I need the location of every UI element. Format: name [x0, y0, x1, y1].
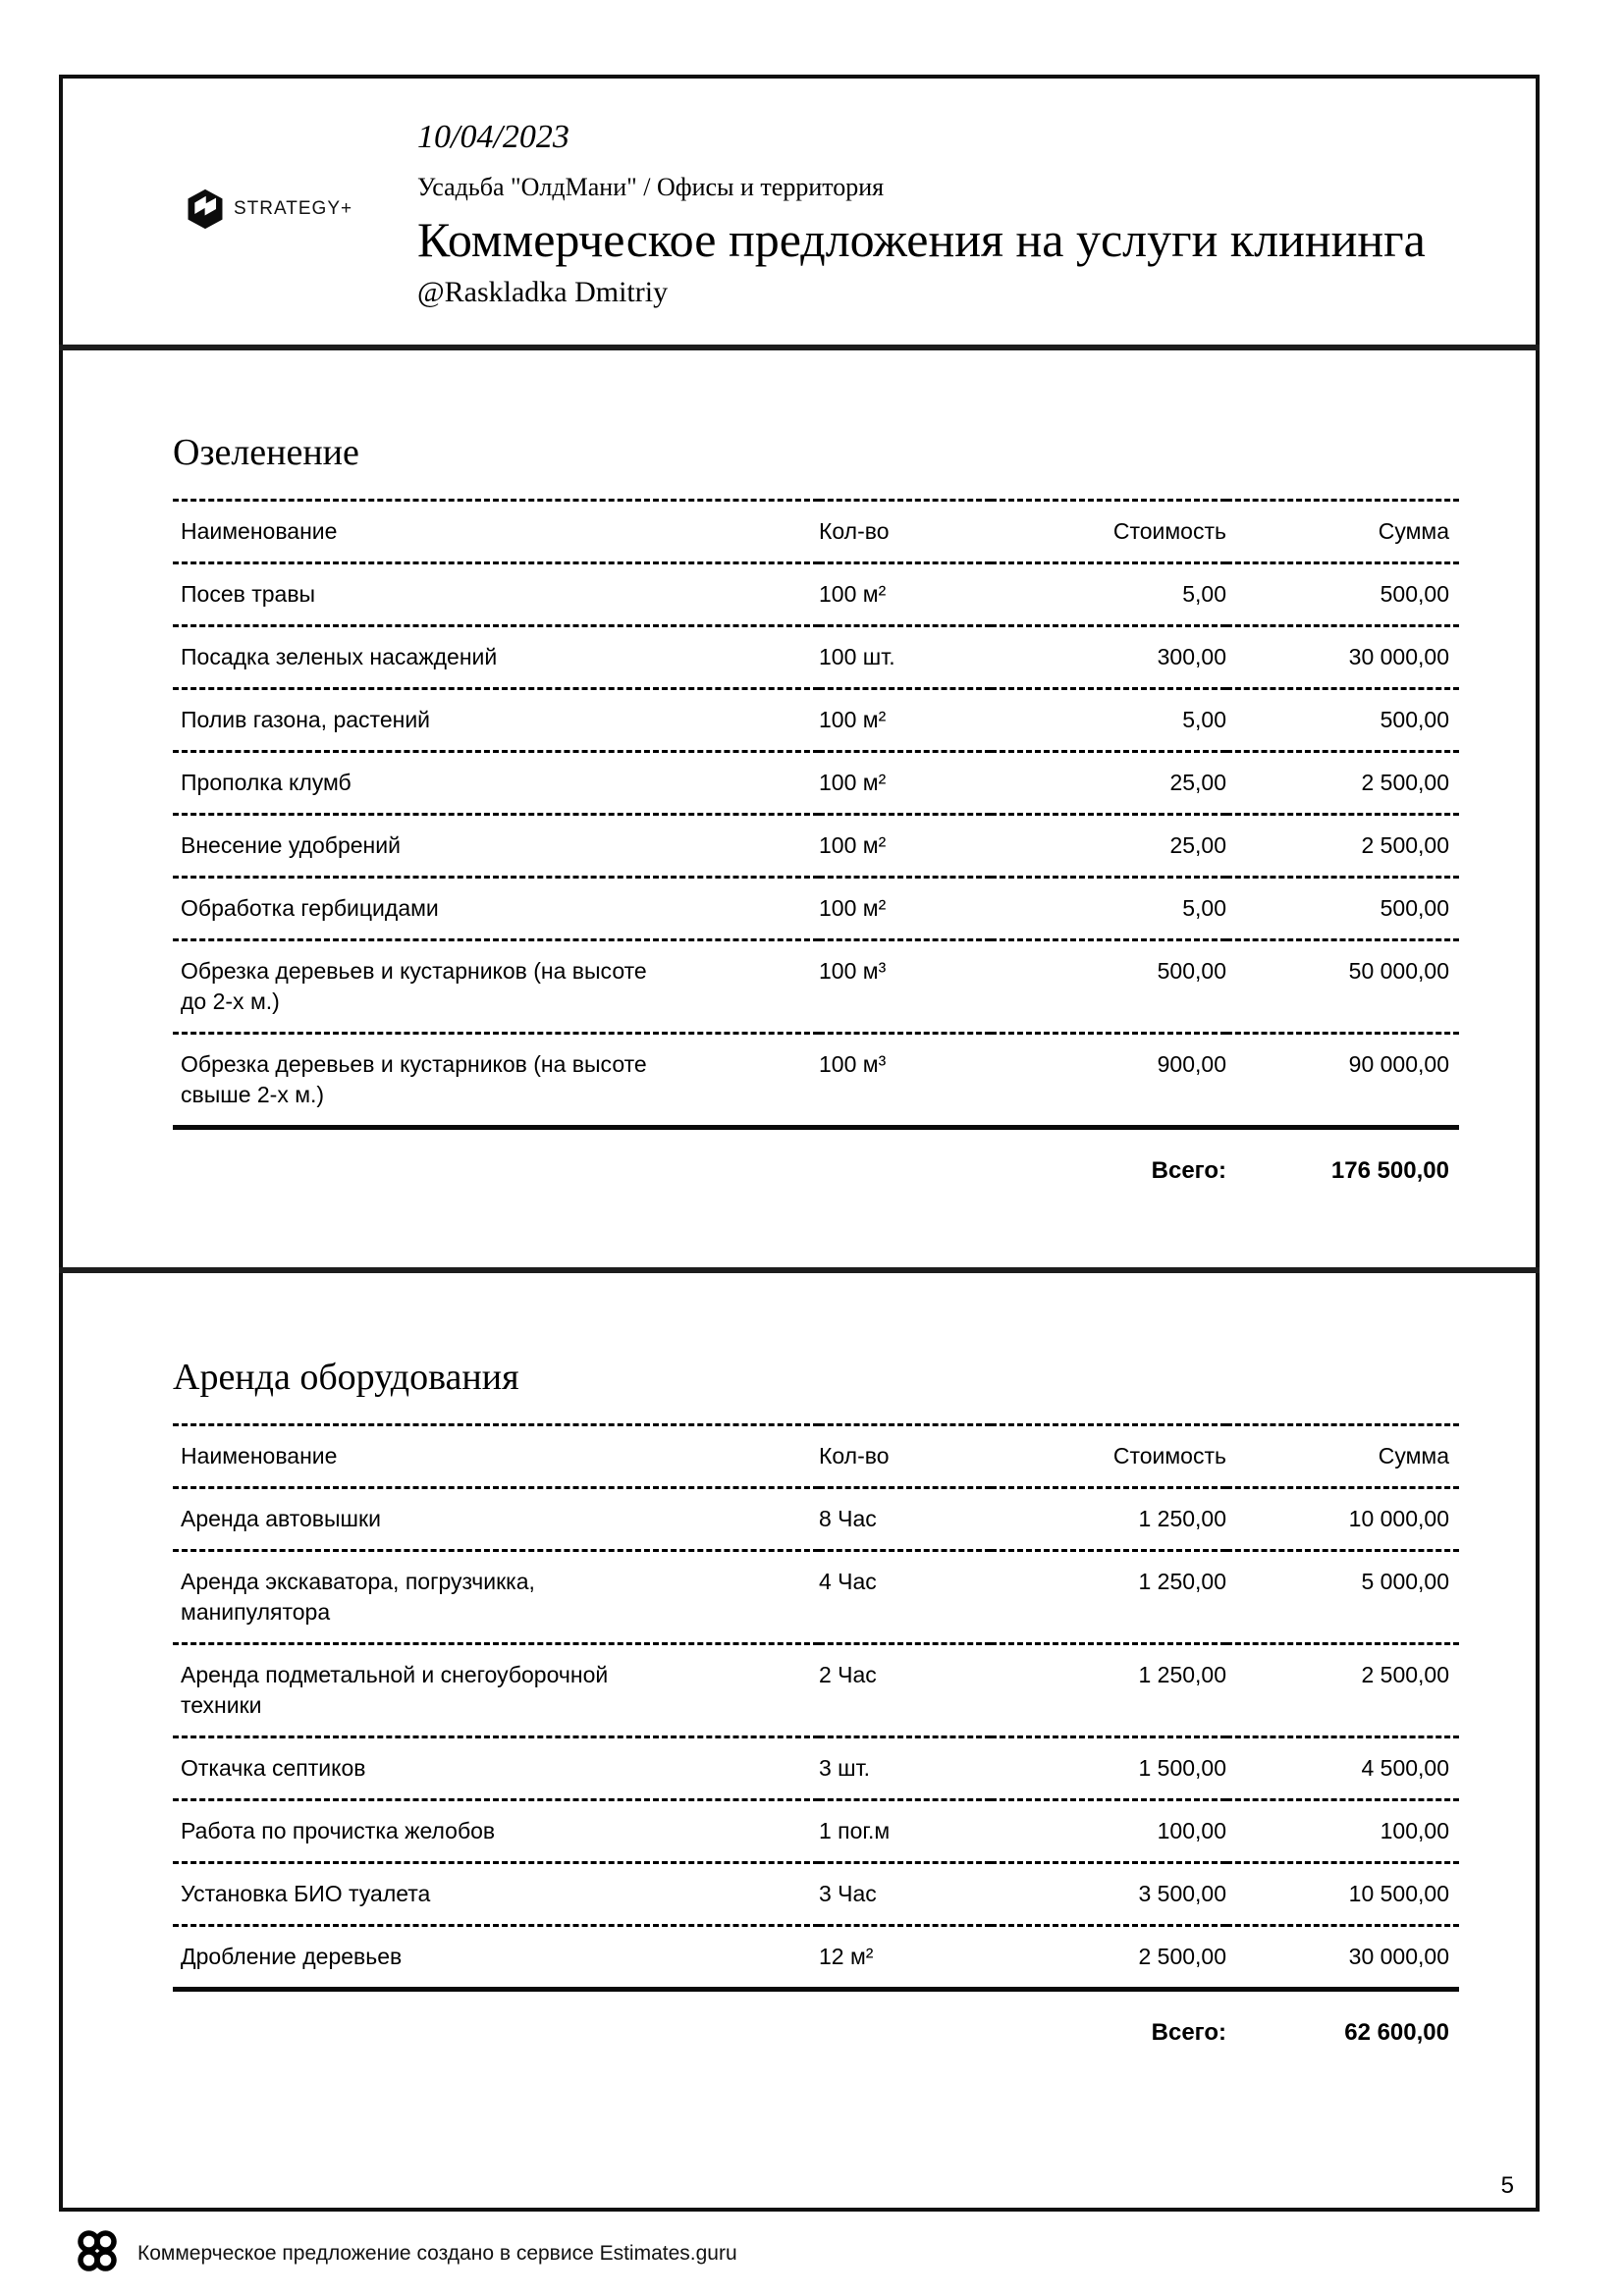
table-row: [173, 1488, 1459, 1551]
item-sum: 90 000,00: [1226, 1034, 1459, 1128]
table-row: [173, 1034, 1459, 1128]
item-price: 5,00: [991, 878, 1226, 940]
item-price: 500,00: [991, 940, 1226, 1034]
table-row: [173, 626, 1459, 689]
col-header-qty: Кол-во: [819, 1425, 991, 1488]
document-header: [417, 118, 1426, 310]
section-divider: [59, 345, 1540, 350]
item-qty: 100 м³: [819, 940, 991, 1034]
brand-block: [187, 188, 352, 230]
service-footer: [73, 2226, 737, 2280]
item-price: 25,00: [991, 752, 1226, 815]
item-name: Прополка клумб: [173, 752, 819, 815]
item-name: Полив газона, растений: [173, 689, 819, 752]
item-sum: 4 500,00: [1226, 1737, 1459, 1800]
footer-text: Коммерческое предложение создано в сервисе Estimates.guru: [137, 2241, 737, 2265]
item-sum: 10 500,00: [1226, 1863, 1459, 1926]
table-row: [173, 752, 1459, 815]
section-equipment-rental: [63, 1355, 1536, 2062]
table-row: [173, 815, 1459, 878]
item-qty: 12 м²: [819, 1926, 991, 1990]
col-header-price: Стоимость: [991, 1425, 1226, 1488]
item-qty: 100 м³: [819, 1034, 991, 1128]
item-sum: 500,00: [1226, 689, 1459, 752]
item-name: Обработка гербицидами: [173, 878, 819, 940]
document-date: 10/04/2023: [417, 119, 569, 155]
item-name: Обрезка деревьев и кустарников (на высоте свыше 2-х м.): [173, 1034, 819, 1128]
table-row: [173, 940, 1459, 1034]
item-qty: 100 м²: [819, 689, 991, 752]
item-price: 1 250,00: [991, 1644, 1226, 1737]
section-divider: [59, 1267, 1540, 1273]
item-price: 3 500,00: [991, 1863, 1226, 1926]
col-header-price: Стоимость: [991, 501, 1226, 563]
table-row: [173, 878, 1459, 940]
total-label: Всего:: [1151, 1157, 1226, 1184]
item-price: 300,00: [991, 626, 1226, 689]
item-qty: 3 Час: [819, 1863, 991, 1926]
table-row: [173, 563, 1459, 626]
table-header-row: [173, 501, 1459, 563]
breadcrumb: Усадьба "ОлдМани" / Офисы и территория: [417, 173, 885, 201]
col-header-sum: Сумма: [1226, 1425, 1459, 1488]
item-price: 900,00: [991, 1034, 1226, 1128]
item-price: 1 500,00: [991, 1737, 1226, 1800]
strategy-logo-icon: [187, 188, 224, 230]
item-name: Аренда подметальной и снегоуборочной техники: [173, 1644, 819, 1737]
item-sum: 2 500,00: [1226, 752, 1459, 815]
section-title: Озеленение: [173, 432, 359, 473]
item-price: 5,00: [991, 563, 1226, 626]
brand-name: STRATEGY+: [234, 198, 353, 219]
item-qty: 100 м²: [819, 815, 991, 878]
total-value: 62 600,00: [1344, 2019, 1449, 2046]
item-sum: 100,00: [1226, 1800, 1459, 1863]
page-number: 5: [1500, 2172, 1514, 2199]
item-name: Работа по прочистка желобов: [173, 1800, 819, 1863]
item-sum: 30 000,00: [1226, 626, 1459, 689]
item-name: Дробление деревьев: [173, 1926, 819, 1990]
page-frame: [59, 75, 1540, 2212]
table-row: [173, 1644, 1459, 1737]
total-row: [173, 1128, 1459, 1201]
item-price: 1 250,00: [991, 1488, 1226, 1551]
item-price: 2 500,00: [991, 1926, 1226, 1990]
total-value: 176 500,00: [1330, 1157, 1449, 1184]
item-qty: 100 м²: [819, 878, 991, 940]
section-landscaping: [63, 430, 1536, 1201]
item-qty: 100 м²: [819, 563, 991, 626]
table-row: [173, 689, 1459, 752]
pricing-table: [173, 499, 1459, 1201]
item-price: 100,00: [991, 1800, 1226, 1863]
item-sum: 5 000,00: [1226, 1551, 1459, 1644]
item-name: Откачка септиков: [173, 1737, 819, 1800]
item-name: Аренда автовышки: [173, 1488, 819, 1551]
item-sum: 2 500,00: [1226, 1644, 1459, 1737]
total-row: [173, 1990, 1459, 2063]
item-price: 25,00: [991, 815, 1226, 878]
col-header-sum: Сумма: [1226, 501, 1459, 563]
section-title: Аренда оборудования: [173, 1357, 519, 1398]
item-sum: 10 000,00: [1226, 1488, 1459, 1551]
col-header-name: Наименование: [173, 501, 819, 563]
table-row: [173, 1863, 1459, 1926]
item-qty: 8 Час: [819, 1488, 991, 1551]
item-name: Посадка зеленых насаждений: [173, 626, 819, 689]
pricing-table: [173, 1423, 1459, 2062]
table-row: [173, 1737, 1459, 1800]
item-name: Аренда экскаватора, погрузчикка, манипулятора: [173, 1551, 819, 1644]
table-row: [173, 1551, 1459, 1644]
item-name: Обрезка деревьев и кустарников (на высоте до 2-х м.): [173, 940, 819, 1034]
item-qty: 100 шт.: [819, 626, 991, 689]
item-price: 5,00: [991, 689, 1226, 752]
author-handle: @Raskladka Dmitriy: [417, 276, 669, 308]
item-qty: 1 пог.м: [819, 1800, 991, 1863]
col-header-qty: Кол-во: [819, 501, 991, 563]
item-sum: 500,00: [1226, 563, 1459, 626]
table-row: [173, 1800, 1459, 1863]
item-qty: 3 шт.: [819, 1737, 991, 1800]
item-name: Посев травы: [173, 563, 819, 626]
total-label: Всего:: [1151, 2019, 1226, 2046]
col-header-name: Наименование: [173, 1425, 819, 1488]
item-qty: 2 Час: [819, 1644, 991, 1737]
item-price: 1 250,00: [991, 1551, 1226, 1644]
item-sum: 2 500,00: [1226, 815, 1459, 878]
item-sum: 50 000,00: [1226, 940, 1459, 1034]
item-qty: 100 м²: [819, 752, 991, 815]
estimates-guru-logo-icon: [73, 2226, 122, 2280]
item-sum: 30 000,00: [1226, 1926, 1459, 1990]
item-qty: 4 Час: [819, 1551, 991, 1644]
item-name: Установка БИО туалета: [173, 1863, 819, 1926]
table-row: [173, 1926, 1459, 1990]
page-title: Коммерческое предложения на услуги клининга: [417, 212, 1426, 267]
item-name: Внесение удобрений: [173, 815, 819, 878]
table-header-row: [173, 1425, 1459, 1488]
item-sum: 500,00: [1226, 878, 1459, 940]
